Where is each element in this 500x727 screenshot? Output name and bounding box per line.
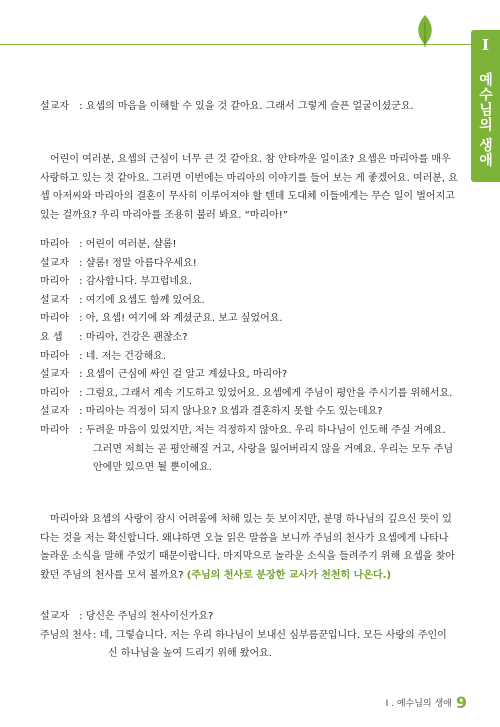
dialog-line: 마리아 : 어린이 여러분, 샬롬! bbox=[40, 236, 453, 255]
page-number: 9 bbox=[455, 693, 467, 712]
dialog-line: 설교자 : 마리아는 걱정이 되지 않나요? 요셉과 결혼하지 못할 수도 있는데요? bbox=[40, 403, 453, 422]
footer-label: I . 예수님의 생애 bbox=[385, 699, 452, 709]
paragraph-line: 놀라운 소식을 말해 주었기 때문이랍니다. 마지막으로 놀라운 소식을 들려주기 위해 요셉을 찾아 bbox=[40, 551, 455, 563]
dialog-continuation: 그러면 저희는 곧 평안해질 거고, 사랑을 잃어버리지 않을 거예요. 우리는 모두 주님 bbox=[93, 443, 454, 455]
dialog-line: 마리아 : 네. 저는 건강해요. bbox=[40, 348, 453, 367]
dialog-text: 두려운 마음이 있었지만, 저는 걱정하지 않아요. 우리 하나님이 인도해 주실 거예요. bbox=[85, 424, 446, 436]
page-footer bbox=[386, 693, 467, 712]
leaf-icon bbox=[414, 14, 436, 48]
dialog-text: 당신은 주님의 천사이신가요? bbox=[85, 611, 214, 622]
dialog-line: 마리아 : 아, 요셉! 여기에 와 계셨군요. 보고 싶었어요. bbox=[40, 310, 453, 329]
dialog-line: 주님의 천사 : 네, 그렇습니다. 저는 우리 하나님이 보내신 심부름꾼입니다. 모든 사랑의 주인이 bbox=[40, 627, 447, 646]
dialog-text: 그럼요, 그래서 계속 기도하고 있었어요. 요셉에게 주님이 평안을 주시기를 위해서요. bbox=[85, 387, 453, 399]
paragraph-line: 사랑하고 있는 것 같아요. 그러면 이번에는 마리아의 이야기를 들어 보는 게 좋겠어요. 여러분, 요 bbox=[40, 172, 458, 184]
dialog-line: 설교자 : 샬롬! 정말 아름다우세요! bbox=[40, 255, 453, 274]
dialog-line: 마리아 : 그럼요, 그래서 계속 기도하고 있었어요. 요셉에게 주님이 평안을 주시기를 위해서요. bbox=[40, 385, 453, 404]
speaker-label: 마리아 bbox=[40, 239, 69, 250]
paragraph-line: 다는 것을 저는 확신합니다. 왜냐하면 오늘 읽은 말씀을 보니까 주님의 천사가 요셉에게 나타나 bbox=[40, 532, 449, 544]
dialog-text: 요셉이 근심에 싸인 걸 알고 계셨나요, 마리아? bbox=[85, 369, 288, 381]
dialog-line: 마리아 : 두려운 마음이 있었지만, 저는 걱정하지 않아요. 우리 하나님이 인도해 주실 거예요. bbox=[40, 422, 453, 441]
dialog-text: 샬롬! 정말 아름다우세요! bbox=[85, 257, 197, 269]
dialog-text: 네, 그렇습니다. 저는 우리 하나님이 보내신 심부름꾼입니다. 모든 사랑의 주인이 bbox=[99, 629, 447, 641]
speaker-label: 마리아 bbox=[40, 276, 69, 288]
dialog-text: 감사합니다. 부끄럽네요. bbox=[85, 276, 192, 288]
narration-paragraph bbox=[40, 151, 458, 225]
chapter-tab bbox=[471, 30, 500, 182]
paragraph-line: 있는 걸까요? 우리 마리아를 조용히 불러 봐요. “마리아!” bbox=[40, 209, 288, 221]
dialog-text: 아, 요셉! 여기에 와 계셨군요. 보고 싶었어요. bbox=[85, 313, 283, 325]
dialog-block bbox=[40, 608, 447, 664]
dialog-line: 설교자 : 여기에 요셉도 함께 있어요. bbox=[40, 292, 453, 311]
dialog-line: 마리아 : 감사합니다. 부끄럽네요. bbox=[40, 273, 453, 292]
dialog-text: 여기에 요셉도 함께 있어요. bbox=[85, 294, 205, 306]
dialog-text: 마리아, 건강은 괜찮소? bbox=[85, 331, 188, 343]
dialog-line: 설교자 : 요셉의 마음을 이해할 수 있을 것 같아요. 그래서 그렇게 슬픈 얼굴이셨군요. bbox=[40, 98, 414, 117]
dialog-text: 마리아는 걱정이 되지 않나요? 요셉과 결혼하지 못할 수도 있는데요? bbox=[85, 406, 383, 418]
dialog-continuation: 신 하나님을 높여 드리기 위해 왔어요. bbox=[108, 648, 272, 660]
dialog-line: 설교자 : 당신은 주님의 천사이신가요? bbox=[40, 608, 447, 627]
paragraph-line: 셉 아저씨와 마리아의 결혼이 무사히 이루어져야 할 텐데 도대체 이들에게는 무슨 일이 벌어지고 bbox=[40, 191, 455, 203]
narration-paragraph bbox=[40, 511, 455, 585]
dialog-line: 설교자 : 요셉이 근심에 싸인 걸 알고 계셨나요, 마리아? bbox=[40, 366, 453, 385]
dialog-text: 어린이 여러분, 샬롬! bbox=[85, 239, 177, 250]
paragraph-line: 왔던 주님의 천사를 모셔 볼까요? bbox=[40, 569, 184, 581]
speaker-label: 주님의 천사 bbox=[40, 629, 92, 641]
dialog-continuation: 안에만 있으면 될 뿐이에요. bbox=[93, 462, 212, 474]
dialog-text: 요셉의 마음을 이해할 수 있을 것 같아요. 그래서 그렇게 슬픈 얼굴이셨군요. bbox=[85, 101, 414, 112]
speaker-label: 마리아 bbox=[40, 387, 69, 399]
speaker-label: 설교자 bbox=[40, 369, 69, 381]
dialog-text: 네. 저는 건강해요. bbox=[85, 350, 167, 362]
dialog-line: 요 셉 : 마리아, 건강은 괜찮소? bbox=[40, 329, 453, 348]
speaker-label: 마리아 bbox=[40, 313, 69, 325]
speaker-label: 설교자 bbox=[40, 294, 69, 306]
paragraph-line: 어린이 여러분, 요셉의 근심이 너무 큰 것 같아요. 참 안타까운 일이죠? 요셉은 마리아를 매우 bbox=[50, 154, 451, 165]
speaker-label: 요 셉 bbox=[40, 331, 63, 343]
paragraph-line: 마리아와 요셉의 사랑이 잠시 어려움에 처해 있는 듯 보이지만, 분명 하나님의 깊으신 뜻이 있 bbox=[50, 514, 452, 525]
chapter-number: I bbox=[481, 36, 490, 54]
chapter-title: 예수님의 생애 bbox=[477, 72, 493, 168]
stage-direction: (주님의 천사로 분장한 교사가 천천히 나온다.) bbox=[186, 569, 392, 581]
speaker-label: 설교자 bbox=[40, 101, 69, 112]
speaker-label: 마리아 bbox=[40, 424, 69, 436]
speaker-label: 설교자 bbox=[40, 611, 69, 622]
speaker-label: 설교자 bbox=[40, 406, 69, 418]
speaker-label: 설교자 bbox=[40, 257, 69, 269]
speaker-label: 마리아 bbox=[40, 350, 69, 362]
dialog-block bbox=[40, 236, 453, 478]
